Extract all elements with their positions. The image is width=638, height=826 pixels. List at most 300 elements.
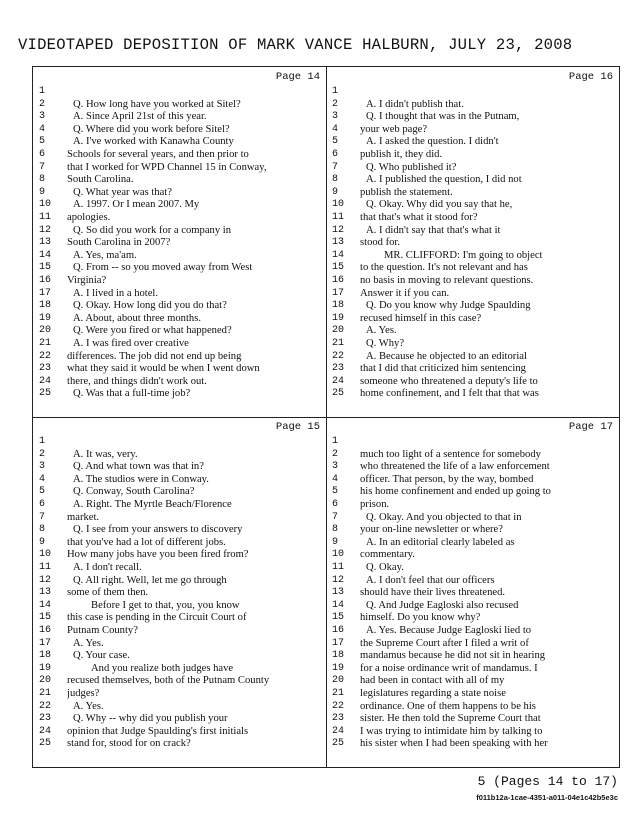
line-text: A. Yes. xyxy=(73,637,104,649)
transcript-page-14 xyxy=(33,67,326,417)
line-text: no basis in moving to relevant questions. xyxy=(360,275,534,286)
line-text: A. I don't recall. xyxy=(73,562,142,573)
line-number: 3 xyxy=(39,461,46,473)
transcript-line xyxy=(33,575,326,587)
transcript-line xyxy=(326,436,619,448)
line-text: Q. What year was that? xyxy=(73,186,172,198)
line-number: 5 xyxy=(39,136,46,148)
line-number: 9 xyxy=(39,536,46,548)
transcript-line xyxy=(326,675,619,687)
line-text: A. Yes, ma'am. xyxy=(73,249,137,261)
line-text: A. I've worked with Kanawha County xyxy=(73,136,234,148)
transcript-line xyxy=(326,225,619,237)
transcript-line xyxy=(326,338,619,350)
transcript-line xyxy=(33,537,326,549)
line-number: 17 xyxy=(39,287,52,299)
transcript-line xyxy=(326,262,619,274)
transcript-line xyxy=(326,524,619,536)
line-text: Q. From -- so you moved away from West xyxy=(73,262,253,274)
transcript-line xyxy=(33,363,326,375)
transcript-line xyxy=(326,187,619,199)
line-number: 10 xyxy=(39,549,52,561)
line-text: A. Right. The Myrtle Beach/Florence xyxy=(73,499,232,510)
line-text: had been in contact with all of my xyxy=(360,675,505,687)
line-number: 20 xyxy=(332,325,345,337)
transcript-line xyxy=(33,449,326,461)
transcript-line xyxy=(33,499,326,511)
line-text: Q. Your case. xyxy=(73,650,130,662)
line-number: 23 xyxy=(332,713,345,725)
line-number: 3 xyxy=(332,461,339,473)
line-text: A. About, about three months. xyxy=(73,312,201,324)
line-text: Q. Okay. Why did you say that he, xyxy=(366,199,513,211)
line-number: 2 xyxy=(39,448,46,460)
line-text: Q. And what town was that in? xyxy=(73,461,204,473)
transcript-line xyxy=(33,225,326,237)
line-text: Q. All right. Well, let me go through xyxy=(73,574,227,586)
transcript-line xyxy=(33,549,326,561)
line-text: home confinement, and I felt that that was xyxy=(360,388,539,400)
line-number: 24 xyxy=(332,375,345,387)
line-text: Q. Were you fired or what happened? xyxy=(73,325,232,337)
transcript-line xyxy=(326,174,619,186)
line-number: 24 xyxy=(39,725,52,737)
page-label: Page 15 xyxy=(275,421,320,433)
line-text: that you've had a lot of different jobs. xyxy=(67,536,226,548)
transcript-line xyxy=(326,237,619,249)
transcript-line xyxy=(326,549,619,561)
line-text: A. It was, very. xyxy=(73,448,138,460)
transcript-line xyxy=(326,512,619,524)
line-text: Putnam County? xyxy=(67,625,138,636)
transcript-line xyxy=(326,325,619,337)
transcript-line xyxy=(326,136,619,148)
line-text: A. I didn't publish that. xyxy=(366,98,464,110)
page-label: Page 14 xyxy=(275,71,320,83)
transcript-line xyxy=(33,524,326,536)
transcript-line xyxy=(33,325,326,337)
line-number: 11 xyxy=(39,212,52,223)
transcript-line xyxy=(326,612,619,624)
transcript-line xyxy=(326,701,619,713)
transcript-line xyxy=(33,300,326,312)
line-text: Q. Okay. xyxy=(366,562,404,573)
line-number: 2 xyxy=(332,448,339,460)
line-number: 13 xyxy=(332,237,345,249)
transcript-line xyxy=(326,638,619,650)
line-number: 16 xyxy=(39,275,52,286)
transcript-line xyxy=(326,562,619,574)
line-number: 10 xyxy=(332,549,345,561)
transcript-line xyxy=(33,486,326,498)
line-text: prison. xyxy=(360,499,390,510)
line-text: your on-line newsletter or where? xyxy=(360,524,503,536)
line-number: 14 xyxy=(39,249,52,261)
line-number: 14 xyxy=(332,249,345,261)
line-text: that I worked for WPD Channel 15 in Conway, xyxy=(67,161,267,173)
line-text: A. Yes. xyxy=(73,700,104,712)
transcript-line xyxy=(33,338,326,350)
transcript-line xyxy=(33,262,326,274)
line-number: 15 xyxy=(39,612,52,624)
transcript-line xyxy=(326,388,619,400)
transcript-line xyxy=(33,612,326,624)
line-text: himself. Do you know why? xyxy=(360,612,481,624)
line-number: 8 xyxy=(332,524,339,536)
line-number: 19 xyxy=(332,312,345,324)
transcript-page-17 xyxy=(326,417,619,767)
transcript-line xyxy=(326,600,619,612)
line-number: 23 xyxy=(332,363,345,375)
transcript-line xyxy=(33,474,326,486)
line-number: 2 xyxy=(39,98,46,110)
line-number: 2 xyxy=(332,98,339,110)
transcript-line xyxy=(326,650,619,662)
transcript-line xyxy=(326,250,619,262)
line-number: 13 xyxy=(39,587,52,599)
line-number: 18 xyxy=(39,300,52,312)
transcript-line xyxy=(33,351,326,363)
line-number: 4 xyxy=(332,473,339,485)
line-text: South Carolina. xyxy=(67,174,134,186)
line-number: 24 xyxy=(332,725,345,737)
line-text: sister. He then told the Supreme Court that xyxy=(360,713,541,725)
line-text: your web page? xyxy=(360,123,428,135)
line-text: Q. Conway, South Carolina? xyxy=(73,486,195,498)
line-number: 7 xyxy=(39,161,46,173)
line-number: 24 xyxy=(39,375,52,387)
deposition-title: VIDEOTAPED DEPOSITION OF MARK VANCE HALBURN, JULY 23, 2008 xyxy=(18,36,573,54)
transcript-line xyxy=(33,625,326,637)
transcript-line xyxy=(326,162,619,174)
line-number: 9 xyxy=(332,536,339,548)
transcript-line xyxy=(33,237,326,249)
line-number: 25 xyxy=(332,388,345,400)
transcript-line xyxy=(326,625,619,637)
line-number: 22 xyxy=(39,700,52,712)
line-number: 11 xyxy=(332,562,345,573)
transcript-line xyxy=(326,149,619,161)
line-number: 6 xyxy=(39,149,46,160)
line-text: some of them then. xyxy=(67,587,149,599)
transcript-line xyxy=(33,149,326,161)
transcript-line xyxy=(326,99,619,111)
line-number: 5 xyxy=(39,486,46,498)
line-number: 12 xyxy=(332,574,345,586)
line-text: I was trying to intimidate him by talking to xyxy=(360,725,543,737)
line-number: 21 xyxy=(39,338,52,349)
line-number: 1 xyxy=(332,86,339,97)
line-text: A. Since April 21st of this year. xyxy=(73,111,207,123)
line-text: publish it, they did. xyxy=(360,149,443,160)
transcript-line xyxy=(326,275,619,287)
line-number: 15 xyxy=(332,262,345,274)
transcript-line xyxy=(326,313,619,325)
line-number: 9 xyxy=(332,186,339,198)
line-number: 7 xyxy=(332,161,339,173)
line-number: 20 xyxy=(332,675,345,687)
line-number: 25 xyxy=(39,388,52,400)
transcript-line xyxy=(326,461,619,473)
transcript-line xyxy=(326,449,619,461)
line-number: 22 xyxy=(39,350,52,362)
line-text: this case is pending in the Circuit Court of xyxy=(67,612,247,624)
line-text: recused himself in this case? xyxy=(360,312,482,324)
line-number: 19 xyxy=(332,662,345,674)
line-number: 23 xyxy=(39,363,52,375)
transcript-line xyxy=(33,250,326,262)
line-number: 14 xyxy=(332,599,345,611)
line-text: Q. Okay. How long did you do that? xyxy=(73,300,227,312)
line-number: 12 xyxy=(39,574,52,586)
transcript-line xyxy=(33,162,326,174)
transcript-page-16 xyxy=(326,67,619,417)
line-text: Q. How long have you worked at Sitel? xyxy=(73,98,241,110)
line-text: market. xyxy=(67,511,100,523)
line-number: 18 xyxy=(332,650,345,662)
line-number: 7 xyxy=(332,511,339,523)
line-text: legislatures regarding a state noise xyxy=(360,688,506,699)
transcript-line xyxy=(33,86,326,98)
line-number: 23 xyxy=(39,713,52,725)
line-text: Q. Okay. And you objected to that in xyxy=(366,511,522,523)
transcript-line xyxy=(33,650,326,662)
line-text: differences. The job did not end up being xyxy=(67,350,242,362)
line-number: 12 xyxy=(39,224,52,236)
transcript-line xyxy=(326,575,619,587)
transcript-line xyxy=(326,713,619,725)
transcript-line xyxy=(33,376,326,388)
line-text: Schools for several years, and then prior to xyxy=(67,149,249,160)
line-text: Q. And Judge Eagloski also recused xyxy=(366,599,519,611)
line-text: Before I get to that, you, you know xyxy=(91,599,240,611)
transcript-line xyxy=(33,275,326,287)
transcript-grid xyxy=(32,66,620,768)
line-text: officer. That person, by the way, bombed xyxy=(360,473,534,485)
line-number: 21 xyxy=(332,688,345,699)
transcript-line xyxy=(326,537,619,549)
line-text: Q. I see from your answers to discovery xyxy=(73,524,243,536)
transcript-line xyxy=(326,499,619,511)
line-text: that that's what it stood for? xyxy=(360,212,478,223)
line-text: Q. Who published it? xyxy=(366,161,457,173)
transcript-line xyxy=(326,124,619,136)
line-text: MR. CLIFFORD: I'm going to object xyxy=(384,249,543,261)
transcript-line xyxy=(33,99,326,111)
transcript-line xyxy=(326,376,619,388)
line-text: And you realize both judges have xyxy=(91,662,234,674)
pages-range-footer: 5 (Pages 14 to 17) xyxy=(477,774,618,789)
line-text: what they said it would be when I went down xyxy=(67,363,260,375)
transcript-line xyxy=(33,701,326,713)
transcript-line xyxy=(326,212,619,224)
line-number: 18 xyxy=(332,300,345,312)
transcript-line xyxy=(33,587,326,599)
line-text: mandamus because he did not sit in hearing xyxy=(360,650,546,662)
line-number: 17 xyxy=(332,287,345,299)
line-text: Virginia? xyxy=(67,275,107,286)
line-text: A. In an editorial clearly labeled as xyxy=(366,536,515,548)
line-number: 21 xyxy=(39,688,52,699)
line-number: 3 xyxy=(332,111,339,123)
line-text: Q. Where did you work before Sitel? xyxy=(73,123,230,135)
transcript-line xyxy=(326,351,619,363)
transcript-line xyxy=(326,288,619,300)
line-text: A. I don't feel that our officers xyxy=(366,574,495,586)
line-text: A. Yes. xyxy=(366,325,397,337)
line-number: 15 xyxy=(39,262,52,274)
line-text: stand for, stood for on crack? xyxy=(67,738,191,750)
line-text: Q. I thought that was in the Putnam, xyxy=(366,111,520,123)
transcript-line xyxy=(33,388,326,400)
line-text: the Supreme Court after I filed a writ of xyxy=(360,637,529,649)
line-number: 13 xyxy=(39,237,52,249)
transcript-line xyxy=(33,199,326,211)
line-number: 14 xyxy=(39,599,52,611)
line-number: 19 xyxy=(39,312,52,324)
line-number: 4 xyxy=(39,123,46,135)
line-number: 3 xyxy=(39,111,46,123)
line-number: 16 xyxy=(332,275,345,286)
transcript-line xyxy=(326,86,619,98)
transcript-page-15 xyxy=(33,417,326,767)
line-number: 10 xyxy=(39,199,52,211)
line-number: 22 xyxy=(332,350,345,362)
line-text: How many jobs have you been fired from? xyxy=(67,549,249,561)
line-text: A. I asked the question. I didn't xyxy=(366,136,499,148)
page-label: Page 16 xyxy=(568,71,613,83)
line-number: 18 xyxy=(39,650,52,662)
transcript-line xyxy=(33,600,326,612)
line-text: A. Because he objected to an editorial xyxy=(366,350,527,362)
line-text: South Carolina in 2007? xyxy=(67,237,171,249)
line-text: stood for. xyxy=(360,237,401,249)
line-number: 22 xyxy=(332,700,345,712)
transcript-line xyxy=(33,136,326,148)
document-id: f011b12a-1cae-4351-a011-04e1c42b5e3c xyxy=(476,793,618,802)
line-number: 5 xyxy=(332,136,339,148)
transcript-line xyxy=(33,187,326,199)
line-text: opinion that Judge Spaulding's first initials xyxy=(67,725,249,737)
transcript-line xyxy=(33,663,326,675)
transcript-line xyxy=(33,638,326,650)
line-number: 17 xyxy=(332,637,345,649)
line-text: should have their lives threatened. xyxy=(360,587,506,599)
transcript-line xyxy=(326,587,619,599)
line-number: 4 xyxy=(39,473,46,485)
line-text: recused themselves, both of the Putnam County xyxy=(67,675,270,687)
line-number: 12 xyxy=(332,224,345,236)
line-text: there, and things didn't work out. xyxy=(67,375,207,387)
line-number: 11 xyxy=(332,212,345,223)
line-text: who threatened the life of a law enforcement xyxy=(360,461,550,473)
line-text: to the question. It's not relevant and has xyxy=(360,262,528,274)
transcript-line xyxy=(326,363,619,375)
line-number: 15 xyxy=(332,612,345,624)
line-number: 20 xyxy=(39,325,52,337)
line-text: Answer it if you can. xyxy=(360,287,450,299)
transcript-line xyxy=(33,726,326,738)
transcript-line xyxy=(33,124,326,136)
line-number: 17 xyxy=(39,637,52,649)
line-number: 11 xyxy=(39,562,52,573)
line-number: 10 xyxy=(332,199,345,211)
transcript-line xyxy=(33,675,326,687)
line-text: that I did that criticized him sentencing xyxy=(360,363,526,375)
line-number: 8 xyxy=(332,174,339,186)
line-number: 1 xyxy=(332,436,339,447)
line-number: 7 xyxy=(39,511,46,523)
line-number: 21 xyxy=(332,338,345,349)
line-text: Q. Why? xyxy=(366,338,405,349)
transcript-line xyxy=(33,212,326,224)
line-text: apologies. xyxy=(67,212,111,223)
transcript-line xyxy=(326,199,619,211)
line-number: 8 xyxy=(39,174,46,186)
transcript-line xyxy=(33,288,326,300)
line-text: someone who threatened a deputy's life to xyxy=(360,375,538,387)
transcript-line xyxy=(326,726,619,738)
line-text: A. I lived in a hotel. xyxy=(73,287,159,299)
line-text: much too light of a sentence for somebody xyxy=(360,448,541,460)
line-text: A. 1997. Or I mean 2007. My xyxy=(73,199,200,211)
line-text: for a noise ordinance writ of mandamus. I xyxy=(360,662,538,674)
transcript-line xyxy=(326,111,619,123)
line-text: ordinance. One of them happens to be his xyxy=(360,700,536,712)
line-number: 6 xyxy=(39,499,46,510)
transcript-line xyxy=(33,688,326,700)
transcript-line xyxy=(33,512,326,524)
line-number: 25 xyxy=(332,738,345,750)
transcript-line xyxy=(33,436,326,448)
line-text: publish the statement. xyxy=(360,186,453,198)
line-number: 1 xyxy=(39,436,46,447)
transcript-line xyxy=(33,461,326,473)
line-text: commentary. xyxy=(360,549,415,561)
page-label: Page 17 xyxy=(568,421,613,433)
transcript-line xyxy=(326,486,619,498)
line-text: his sister when I had been speaking with her xyxy=(360,738,548,750)
line-text: A. Yes. Because Judge Eagloski lied to xyxy=(366,625,532,636)
line-text: Q. Do you know why Judge Spaulding xyxy=(366,300,531,312)
line-number: 5 xyxy=(332,486,339,498)
line-number: 4 xyxy=(332,123,339,135)
line-text: Q. Why -- why did you publish your xyxy=(73,713,228,725)
line-number: 1 xyxy=(39,86,46,97)
line-number: 16 xyxy=(332,625,345,636)
line-text: A. I published the question, I did not xyxy=(366,174,522,186)
line-text: A. The studios were in Conway. xyxy=(73,473,209,485)
transcript-line xyxy=(33,313,326,325)
transcript-line xyxy=(326,474,619,486)
line-number: 16 xyxy=(39,625,52,636)
line-text: A. I was fired over creative xyxy=(73,338,189,349)
line-number: 9 xyxy=(39,186,46,198)
transcript-line xyxy=(326,738,619,750)
transcript-line xyxy=(326,688,619,700)
line-text: Q. So did you work for a company in xyxy=(73,224,232,236)
line-text: his home confinement and ended up going to xyxy=(360,486,551,498)
transcript-line xyxy=(33,174,326,186)
transcript-line xyxy=(33,713,326,725)
line-text: judges? xyxy=(67,688,100,699)
transcript-line xyxy=(33,738,326,750)
transcript-line xyxy=(33,111,326,123)
line-number: 25 xyxy=(39,738,52,750)
line-number: 20 xyxy=(39,675,52,687)
line-text: A. I didn't say that that's what it xyxy=(366,224,501,236)
line-number: 6 xyxy=(332,499,339,510)
